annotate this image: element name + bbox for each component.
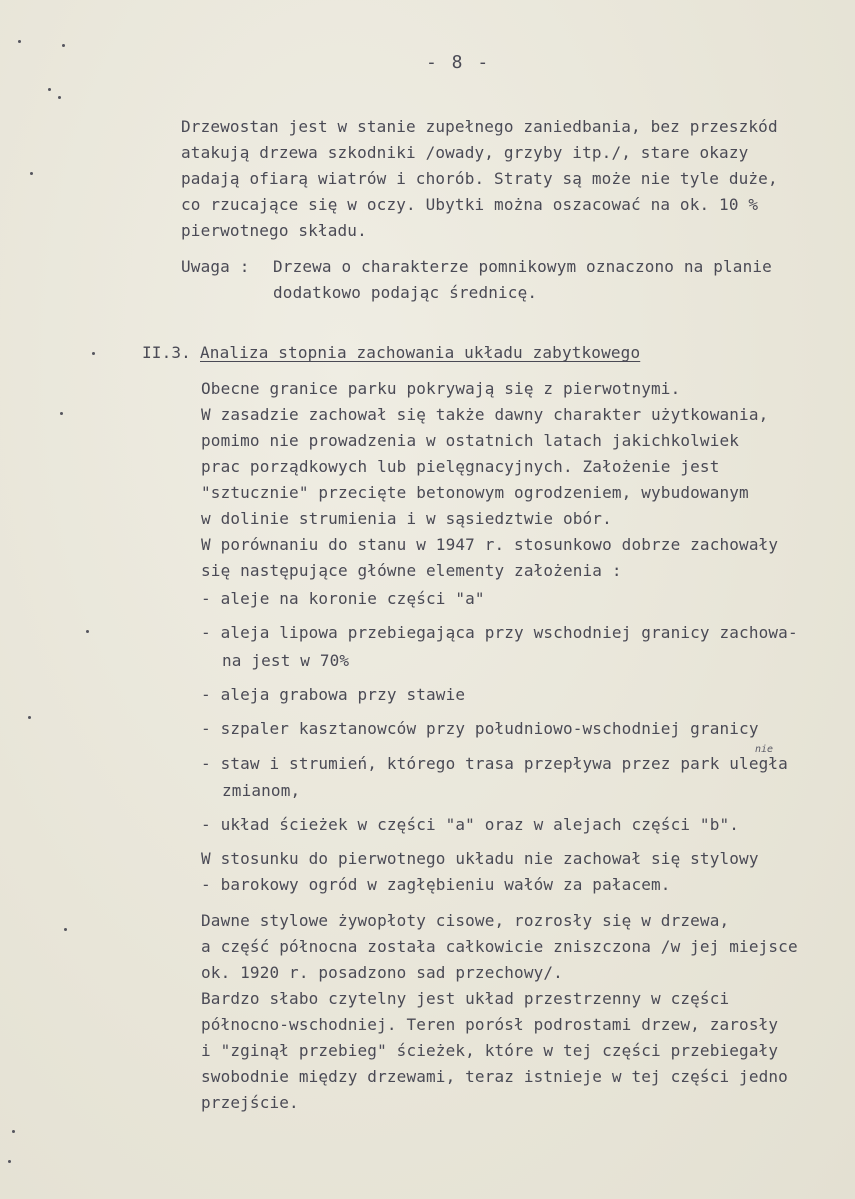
para5-line-1: Bardzo słabo czytelny jest układ przestrzenny w części	[201, 989, 730, 1008]
para3-line-2: - barokowy ogród w zagłębieniu wałów za pałacem.	[201, 875, 671, 894]
note-line-2: dodatkowo podając średnicę.	[273, 283, 538, 302]
para5-line-2: północno-wschodniej. Teren porósł podrostami drzew, zarosły	[201, 1015, 779, 1034]
paper-speck	[64, 928, 67, 931]
paper-speck	[30, 172, 33, 175]
para1-line-3: padają ofiarą wiatrów i chorób. Straty są może nie tyle duże,	[181, 169, 778, 188]
para5-line-4: swobodnie między drzewami, teraz istnieje w tej części jedno	[201, 1067, 788, 1086]
paper-speck	[48, 88, 51, 91]
bullet-1: - aleje na koronie części "a"	[201, 589, 485, 608]
paper-speck	[92, 352, 95, 355]
para3-line-1: W stosunku do pierwotnego układu nie zachował się stylowy	[201, 849, 759, 868]
para2-line-2: W zasadzie zachował się także dawny charakter użytkowania,	[201, 405, 769, 424]
para2-line-4: prac porządkowych lub pielęgnacyjnych. Założenie jest	[201, 457, 720, 476]
para2-line-3: pomimo nie prowadzenia w ostatnich latach jakichkolwiek	[201, 431, 740, 450]
para4-line-2: a część północna została całkowicie zniszczona /w jej miejsce	[201, 937, 798, 956]
paper-speck	[62, 44, 65, 47]
note-line-1: Drzewa o charakterze pomnikowym oznaczono na planie	[273, 257, 772, 276]
bullet-2: - aleja lipowa przebiegająca przy wschodniej granicy zachowa-	[201, 623, 798, 642]
bullet-2-cont: na jest w 70%	[222, 651, 350, 670]
para5-line-5: przejście.	[201, 1093, 299, 1112]
bullet-4: - szpaler kasztanowców przy południowo-wschodniej granicy	[201, 719, 759, 738]
para5-line-3: i "zginął przebieg" ścieżek, które w tej części przebiegały	[201, 1041, 779, 1060]
bullet-5-cont: zmianom,	[222, 781, 301, 800]
para1-line-1: Drzewostan jest w stanie zupełnego zaniedbania, bez przeszkód	[181, 117, 778, 136]
section-number: II.3.	[142, 343, 191, 362]
para1-line-5: pierwotnego składu.	[181, 221, 367, 240]
para2-line-5: "sztucznie" przecięte betonowym ogrodzeniem, wybudowanym	[201, 483, 749, 502]
page-number: - 8 -	[426, 52, 491, 73]
paper-speck	[12, 1130, 15, 1133]
para1-line-4: co rzucające się w oczy. Ubytki można oszacować na ok. 10 %	[181, 195, 759, 214]
bullet-3: - aleja grabowa przy stawie	[201, 685, 466, 704]
paper-speck	[28, 716, 31, 719]
para4-line-3: ok. 1920 r. posadzono sad przechowy/.	[201, 963, 563, 982]
handwritten-correction: nie	[755, 744, 774, 755]
para2-line-6: w dolinie strumienia i w sąsiedztwie obór.	[201, 509, 612, 528]
paper-speck	[58, 96, 61, 99]
section-title: Analiza stopnia zachowania układu zabytkowego	[200, 343, 641, 362]
paper-speck	[8, 1160, 11, 1163]
paper-speck	[60, 412, 63, 415]
note-label: Uwaga :	[181, 257, 250, 276]
para4-line-1: Dawne stylowe żywopłoty cisowe, rozrosły się w drzewa,	[201, 911, 730, 930]
para2-line-1: Obecne granice parku pokrywają się z pierwotnymi.	[201, 379, 681, 398]
para1-line-2: atakują drzewa szkodniki /owady, grzyby itp./, stare okazy	[181, 143, 749, 162]
para2-line-8: się następujące główne elementy założenia :	[201, 561, 622, 580]
bullet-5: - staw i strumień, którego trasa przepływa przez park uległa	[201, 754, 788, 773]
paper-speck	[18, 40, 21, 43]
paper-speck	[86, 630, 89, 633]
para2-line-7: W porównaniu do stanu w 1947 r. stosunkowo dobrze zachowały	[201, 535, 779, 554]
bullet-6: - układ ścieżek w części "a" oraz w alejach części "b".	[201, 815, 740, 834]
